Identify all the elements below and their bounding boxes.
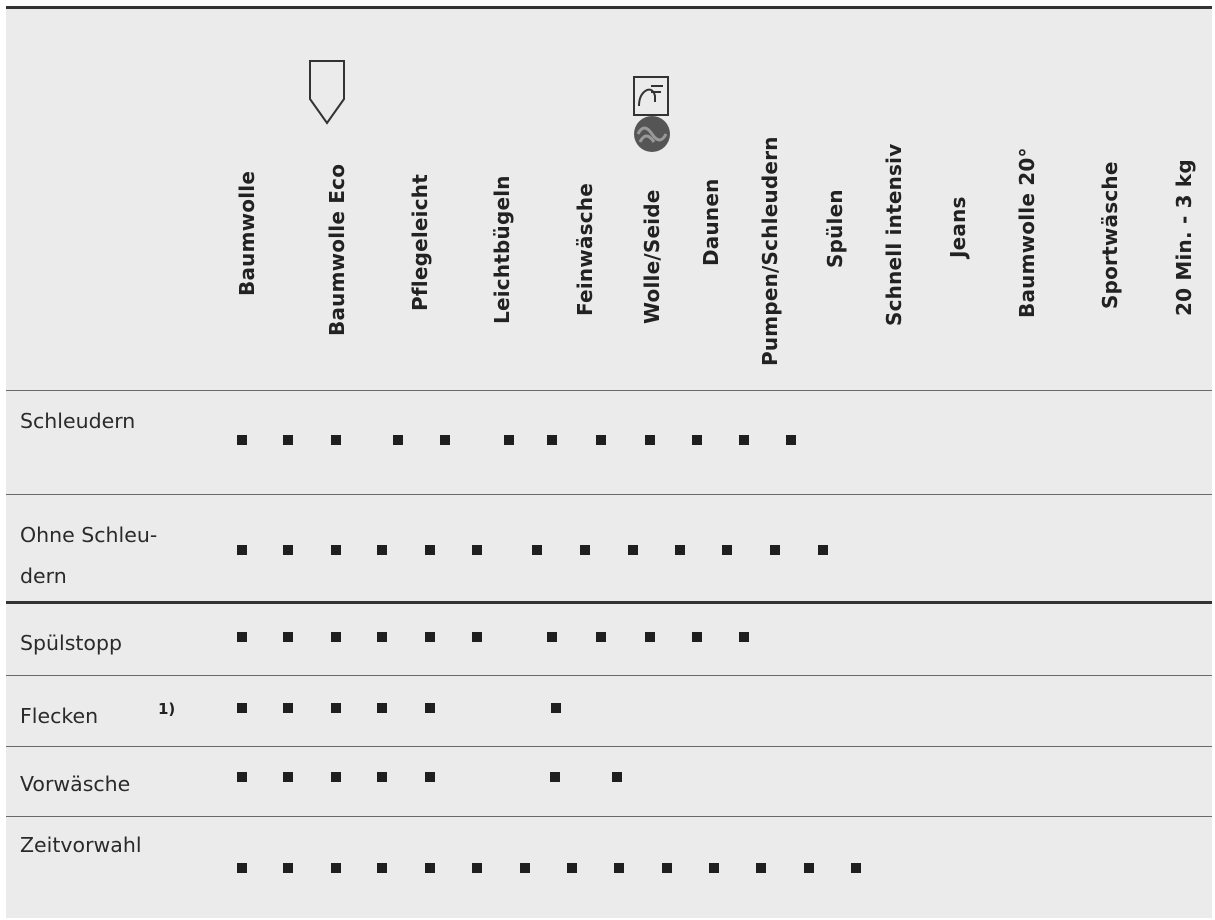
row-label-zeitvorwahl: Zeitvorwahl — [20, 833, 142, 857]
top-rule — [6, 6, 1212, 9]
availability-mark — [547, 435, 557, 445]
availability-mark — [425, 772, 435, 782]
availability-mark — [472, 632, 482, 642]
column-header-label: Pflegeleicht — [408, 174, 432, 311]
availability-mark — [377, 863, 387, 873]
availability-mark — [283, 545, 293, 555]
availability-mark — [550, 772, 560, 782]
column-header-label: 20 Min. - 3 kg — [1172, 159, 1196, 316]
availability-mark — [237, 863, 247, 873]
availability-mark — [567, 863, 577, 873]
availability-mark — [770, 545, 780, 555]
availability-mark — [283, 772, 293, 782]
row-rule-4 — [6, 746, 1212, 747]
column-header-label: Spülen — [823, 189, 847, 268]
availability-mark — [551, 703, 561, 713]
availability-mark — [472, 545, 482, 555]
availability-mark — [425, 545, 435, 555]
availability-mark — [237, 435, 247, 445]
availability-mark — [804, 863, 814, 873]
availability-mark — [237, 703, 247, 713]
row-rule-5 — [6, 816, 1212, 817]
header-rule — [6, 390, 1212, 391]
availability-mark — [283, 435, 293, 445]
column-header-label: Baumwolle — [235, 170, 259, 296]
availability-mark — [739, 435, 749, 445]
availability-mark — [709, 863, 719, 873]
column-header-label: Sportwäsche — [1098, 161, 1122, 309]
row-rule-3 — [6, 675, 1212, 676]
availability-mark — [628, 545, 638, 555]
options-program-table — [6, 6, 1212, 918]
availability-mark — [377, 545, 387, 555]
availability-mark — [645, 435, 655, 445]
column-header-label: Feinwäsche — [573, 182, 597, 316]
availability-mark — [393, 435, 403, 445]
availability-mark — [580, 545, 590, 555]
column-header-label: Daunen — [699, 178, 723, 266]
availability-mark — [440, 435, 450, 445]
availability-mark — [692, 435, 702, 445]
eco-label-icon — [308, 59, 346, 127]
row-label-spuelstopp: Spülstopp — [20, 631, 122, 655]
availability-mark — [472, 863, 482, 873]
availability-mark — [377, 772, 387, 782]
column-header-label: Jeans — [946, 196, 970, 258]
availability-mark — [662, 863, 672, 873]
availability-mark — [786, 435, 796, 445]
availability-mark — [504, 435, 514, 445]
column-header-label: Wolle/Seide — [640, 189, 664, 324]
availability-mark — [520, 863, 530, 873]
woolmark-icon — [632, 114, 672, 154]
availability-mark — [331, 772, 341, 782]
column-header-label: Pumpen/Schleudern — [758, 136, 782, 366]
availability-mark — [377, 632, 387, 642]
column-header-label: Leichtbügeln — [490, 175, 514, 324]
availability-mark — [331, 545, 341, 555]
column-header-label: Baumwolle Eco — [325, 163, 349, 336]
availability-mark — [675, 545, 685, 555]
availability-mark — [237, 632, 247, 642]
availability-mark — [596, 632, 606, 642]
availability-mark — [283, 863, 293, 873]
availability-mark — [425, 863, 435, 873]
row-label-vorwaesche: Vorwäsche — [20, 772, 131, 796]
row-label-flecken: Flecken — [20, 704, 99, 728]
column-header-label: Schnell intensiv — [882, 143, 906, 326]
availability-mark — [237, 772, 247, 782]
availability-mark — [692, 632, 702, 642]
footnote-marker: 1) — [158, 700, 176, 718]
handwash-icon — [633, 76, 669, 116]
availability-mark — [532, 545, 542, 555]
availability-mark — [739, 632, 749, 642]
availability-mark — [425, 632, 435, 642]
availability-mark — [331, 632, 341, 642]
availability-mark — [377, 703, 387, 713]
availability-mark — [425, 703, 435, 713]
availability-mark — [331, 435, 341, 445]
availability-mark — [851, 863, 861, 873]
availability-mark — [756, 863, 766, 873]
row-rule-2 — [6, 601, 1212, 604]
availability-mark — [283, 632, 293, 642]
availability-mark — [596, 435, 606, 445]
column-header-label: Baumwolle 20° — [1015, 147, 1039, 318]
availability-mark — [331, 863, 341, 873]
availability-mark — [237, 545, 247, 555]
availability-mark — [818, 545, 828, 555]
row-label-schleudern: Schleudern — [20, 409, 136, 433]
row-label-ohne-schleudern-line2: dern — [20, 564, 67, 588]
row-label-ohne-schleudern-line1: Ohne Schleu- — [20, 523, 158, 547]
availability-mark — [283, 703, 293, 713]
availability-mark — [722, 545, 732, 555]
availability-mark — [614, 863, 624, 873]
availability-mark — [612, 772, 622, 782]
availability-mark — [547, 632, 557, 642]
availability-mark — [331, 703, 341, 713]
row-rule-1 — [6, 494, 1212, 495]
availability-mark — [645, 632, 655, 642]
